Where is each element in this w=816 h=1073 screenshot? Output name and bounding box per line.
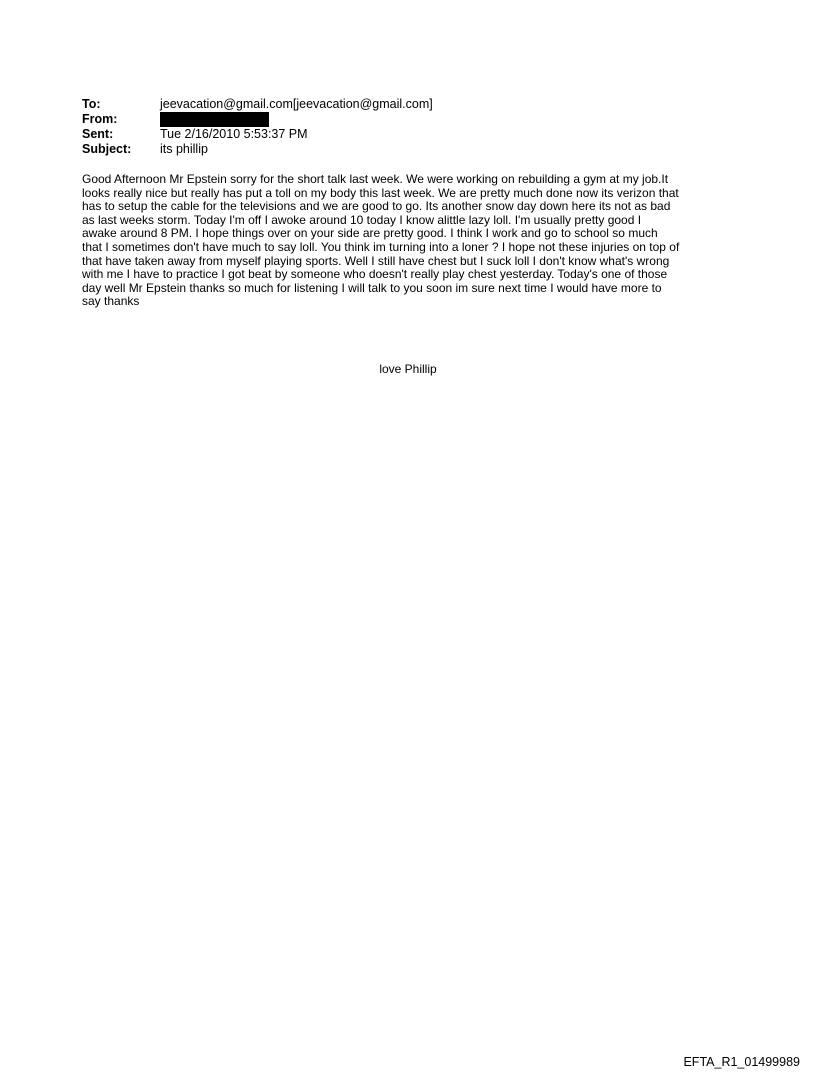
sent-row — [82, 127, 433, 142]
bates-number: EFTA_R1_01499989 — [683, 1055, 800, 1069]
body-line: say thanks — [82, 294, 140, 309]
subject-label: Subject: — [82, 142, 132, 156]
subject-value: its phillip — [160, 142, 208, 156]
body-line: that have taken away from myself playing sports. Well I still have chest but I suck loll I don't know what's wrong — [82, 253, 670, 268]
from-label: From: — [82, 112, 118, 126]
from-value — [160, 112, 269, 127]
to-value: jeevacation@gmail.com[jeevacation@gmail.com] — [160, 97, 433, 111]
to-row — [82, 97, 433, 112]
body-line: looks really nice but really has put a toll on my body this last week. We are pretty much done now its verizon that — [82, 185, 679, 200]
email-body — [82, 173, 732, 309]
subject-row — [82, 142, 433, 157]
email-header — [82, 97, 433, 157]
signoff: love Phillip — [379, 362, 437, 376]
body-line: as last weeks storm. Today I'm off I awoke around 10 today I know alittle lazy loll. I'm usually pretty good I — [82, 212, 642, 227]
body-line: day well Mr Epstein thanks so much for listening I will talk to you soon im sure next time I would have more to — [82, 280, 662, 295]
sent-value: Tue 2/16/2010 5:53:37 PM — [160, 127, 308, 141]
body-line: Good Afternoon Mr Epstein sorry for the short talk last week. We were working on rebuilding a gym at my job.It — [82, 172, 669, 186]
redaction-box — [160, 112, 269, 127]
body-line: has to setup the cable for the televisions and we are good to go. Its another snow day down here its not as bad — [82, 199, 671, 214]
sent-label: Sent: — [82, 127, 114, 141]
body-line: with me I have to practice I got beat by someone who doesn't really play chest yesterday. Today's one of those — [82, 267, 668, 282]
to-label: To: — [82, 97, 101, 111]
from-row — [82, 112, 433, 127]
body-line: awake around 8 PM. I hope things over on your side are pretty good. I think I work and go to school so much — [82, 226, 658, 241]
body-line: that I sometimes don't have much to say loll. You think im turning into a loner ? I hope not these injuries on top of — [82, 239, 680, 254]
